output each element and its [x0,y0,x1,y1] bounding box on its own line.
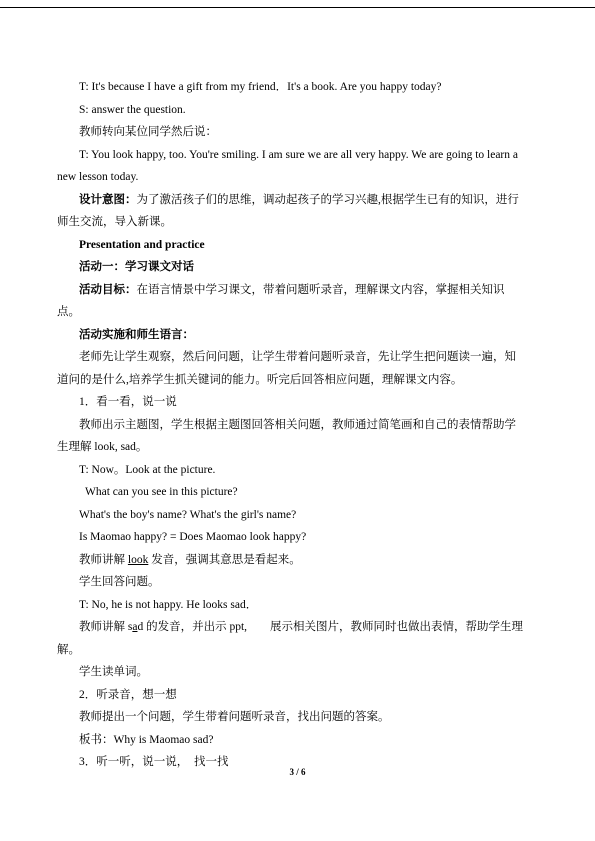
paragraph-line: 学生回答问题。 [79,576,160,588]
dialogue-line: S: answer the question. [79,104,186,116]
step-heading: 3．听一听，说一说， 找一找 [79,756,229,768]
paragraph-line: 师生交流，导入新课。 [57,216,172,228]
text-fragment: d 的发音，并出示 ppt, 展示相关图片，教师同时也做出表情，帮助学生理 [137,621,524,633]
underlined-letter: a [132,621,138,633]
design-intent-label: 设计意图： [79,194,137,206]
dialogue-line: T: It's because I have a gift from my friend．It's a book. Are you happy today? [79,81,442,93]
dialogue-line: T: No, he is not happy. He looks sad． [79,599,258,611]
activity-goal-label: 活动目标： [79,284,137,296]
paragraph-line: 学生读单词。 [79,666,148,678]
paragraph-line: 教师转向某位同学然后说： [79,126,217,138]
design-intent-line [79,191,564,209]
paragraph-line [79,551,564,569]
page-number: 3 / 6 [289,767,306,777]
text-fragment: 教师讲解 s [79,621,133,633]
paragraph-line: 教师出示主题图，学生根据主题图回答相关问题，教师通过简笔画和自己的表情帮助学 [79,419,516,431]
dialogue-line: T: You look happy, too. You're smiling. I am sure we are all very happy. We are going to learn a [79,149,518,161]
paragraph-line: 解。 [57,644,80,656]
activity-subheading: 活动实施和师生语言： [79,329,194,341]
design-intent-text: 为了激活孩子们的思维，调动起孩子的学习兴趣,根据学生已有的知识，进行 [136,194,519,206]
step-heading: 1．看一看，说一说 [79,396,177,408]
paragraph-line [79,618,564,636]
dialogue-line: Is Maomao happy? = Does Maomao look happy? [79,531,307,543]
activity-heading: 活动一：学习课文对话 [79,261,194,273]
paragraph-line: 生理解 look, sad。 [57,441,148,453]
underlined-word: look [127,554,149,566]
activity-goal-line [79,281,564,299]
step-heading: 2．听录音，想一想 [79,689,177,701]
dialogue-line: What's the boy's name? What's the girl's name? [79,509,297,521]
paragraph-line: 教师提出一个问题，学生带着问题听录音，找出问题的答案。 [79,711,390,723]
text-fragment: 教师讲解 [79,554,128,566]
paragraph-line: 点。 [57,306,80,318]
dialogue-line: What can you see in this picture? [85,486,238,498]
dialogue-line: new lesson today. [57,171,139,183]
text-fragment: 发音，强调其意思是看起来。 [148,554,301,566]
blackboard-line: 板书：Why is Maomao sad? [79,734,214,746]
paragraph-line: 道问的是什么,培养学生抓关键词的能力。听完后回答相应问题，理解课文内容。 [57,374,463,386]
section-heading: Presentation and practice [79,239,205,251]
activity-goal-text: 在语言情景中学习课文，带着问题听录音，理解课文内容，掌握相关知识 [136,284,505,296]
dialogue-line: T: Now。Look at the picture. [79,464,216,476]
header-rule [0,7,595,8]
paragraph-line: 老师先让学生观察，然后问问题，让学生带着问题听录音，先让学生把问题读一遍，知 [79,351,516,363]
